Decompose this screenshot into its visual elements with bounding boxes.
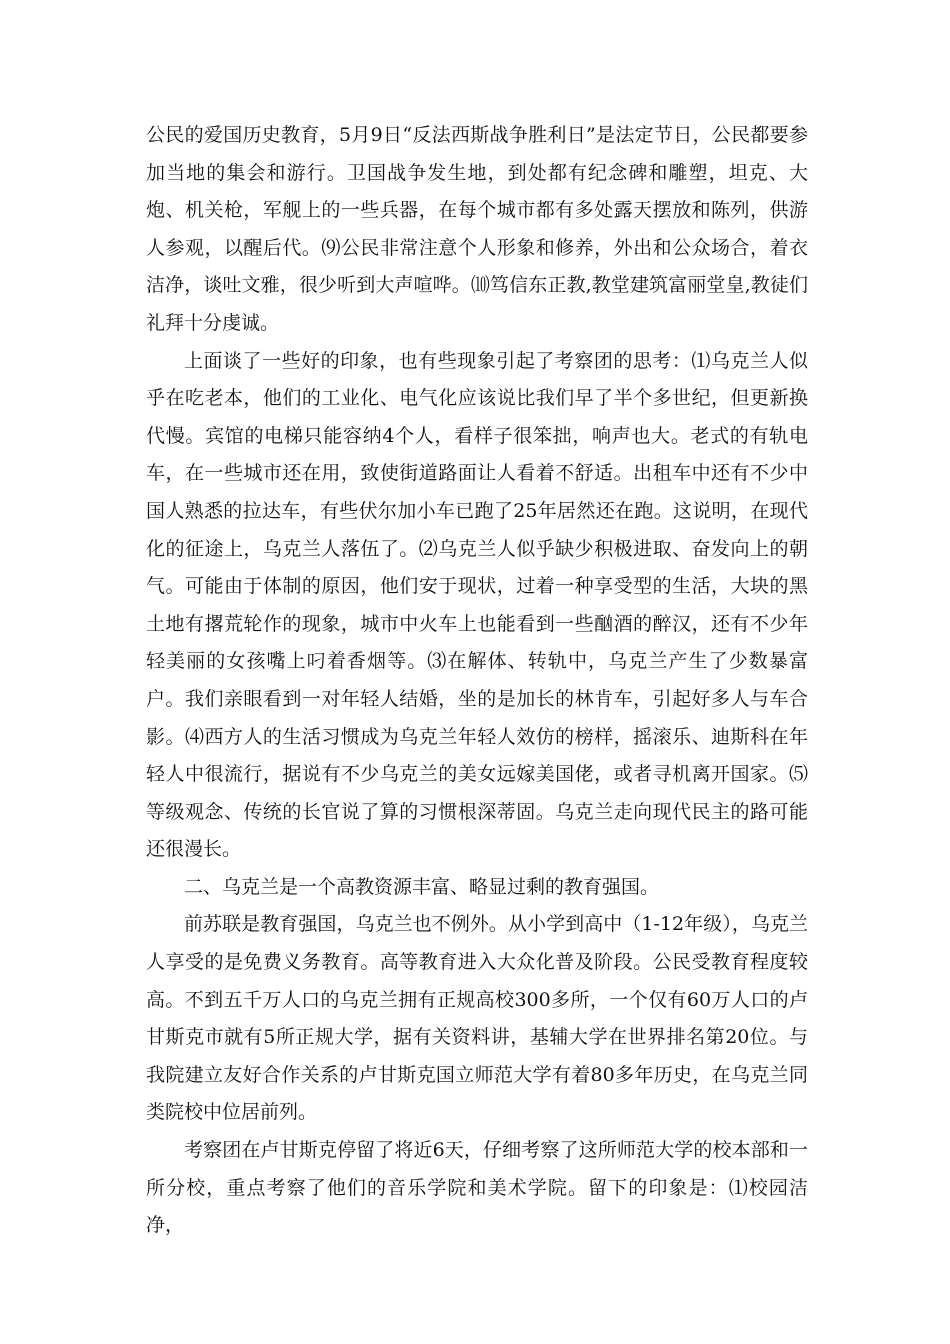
paragraph-1: 公民的爱国历史教育，5月9日“反法西斯战争胜利日”是法定节日，公民都要参加当地的集会和游行。卫国战争发生地，到处都有纪念碑和雕塑，坦克、大炮、机关枪，军舰上的一些兵器，在每个城市都有多处露天摆放和陈列，供游人参观，以醒后代。⑼公民非常注意个人形象和修养，外出和公众场合，着衣洁净，谈吐文雅，很少听到大声喧哗。⑽笃信东正教,教堂建筑富丽堂皇,教徒们礼拜十分虔诚。 xyxy=(146,124,808,334)
paragraph-2: 上面谈了一些好的印象，也有些现象引起了考察团的思考：⑴乌克兰人似乎在吃老本，他们的工业化、电气化应该说比我们早了半个多世纪，但更新换代慢。宾馆的电梯只能容纳4个人，看样子很笨拙，响声也大。老式的有轨电车，在一些城市还在用，致使街道路面让人看着不舒适。出租车中还有不少中国人熟悉的拉达车，有些伏尔加小车已跑了25年居然还在跑。这说明，在现代化的征途上，乌克兰人落伍了。⑵乌克兰人似乎缺少积极进取、奋发向上的朝气。可能由于体制的原因，他们安于现状，过着一种享受型的生活，大块的黑土地有撂荒轮作的现象，城市中火车上也能看到一些酗酒的醉汉，还有不少年轻美丽的女孩嘴上叼着香烟等。⑶在解体、转轨中，乌克兰产生了少数暴富户。我们亲眼看到一对年轻人结婚，坐的是加长的林肯车，引起好多人与车合影。⑷西方人的生活习惯成为乌克兰年轻人效仿的榜样，摇滚乐、迪斯科在年轻人中很流行，据说有不少乌克兰的美女远嫁美国佬，或者寻机离开国家。⑸等级观念、传统的长官说了算的习惯根深蒂固。乌克兰走向现代民主的路可能还很漫长。 xyxy=(146,349,808,861)
paragraph-4: 考察团在卢甘斯克停留了将近6天，仔细考察了这所师范大学的校本部和一所分校，重点考察了他们的音乐学院和美术学院。留下的印象是：⑴校园洁净， xyxy=(146,1139,808,1237)
document-page xyxy=(146,117,808,1245)
section-heading: 二、乌克兰是一个高教资源丰富、略显过剩的教育强国。 xyxy=(184,875,660,898)
paragraph-3: 前苏联是教育强国，乌克兰也不例外。从小学到高中（1-12年级），乌克兰人享受的是免费义务教育。高等教育进入大众化普及阶段。公民受教育程度较高。不到五千万人口的乌克兰拥有正规高校300多所，一个仅有60万人口的卢甘斯克市就有5所正规大学，据有关资料讲，基辅大学在世界排名第20位。与我院建立友好合作关系的卢甘斯克国立师范大学有着80多年历史，在乌克兰同类院校中位居前列。 xyxy=(146,913,808,1124)
